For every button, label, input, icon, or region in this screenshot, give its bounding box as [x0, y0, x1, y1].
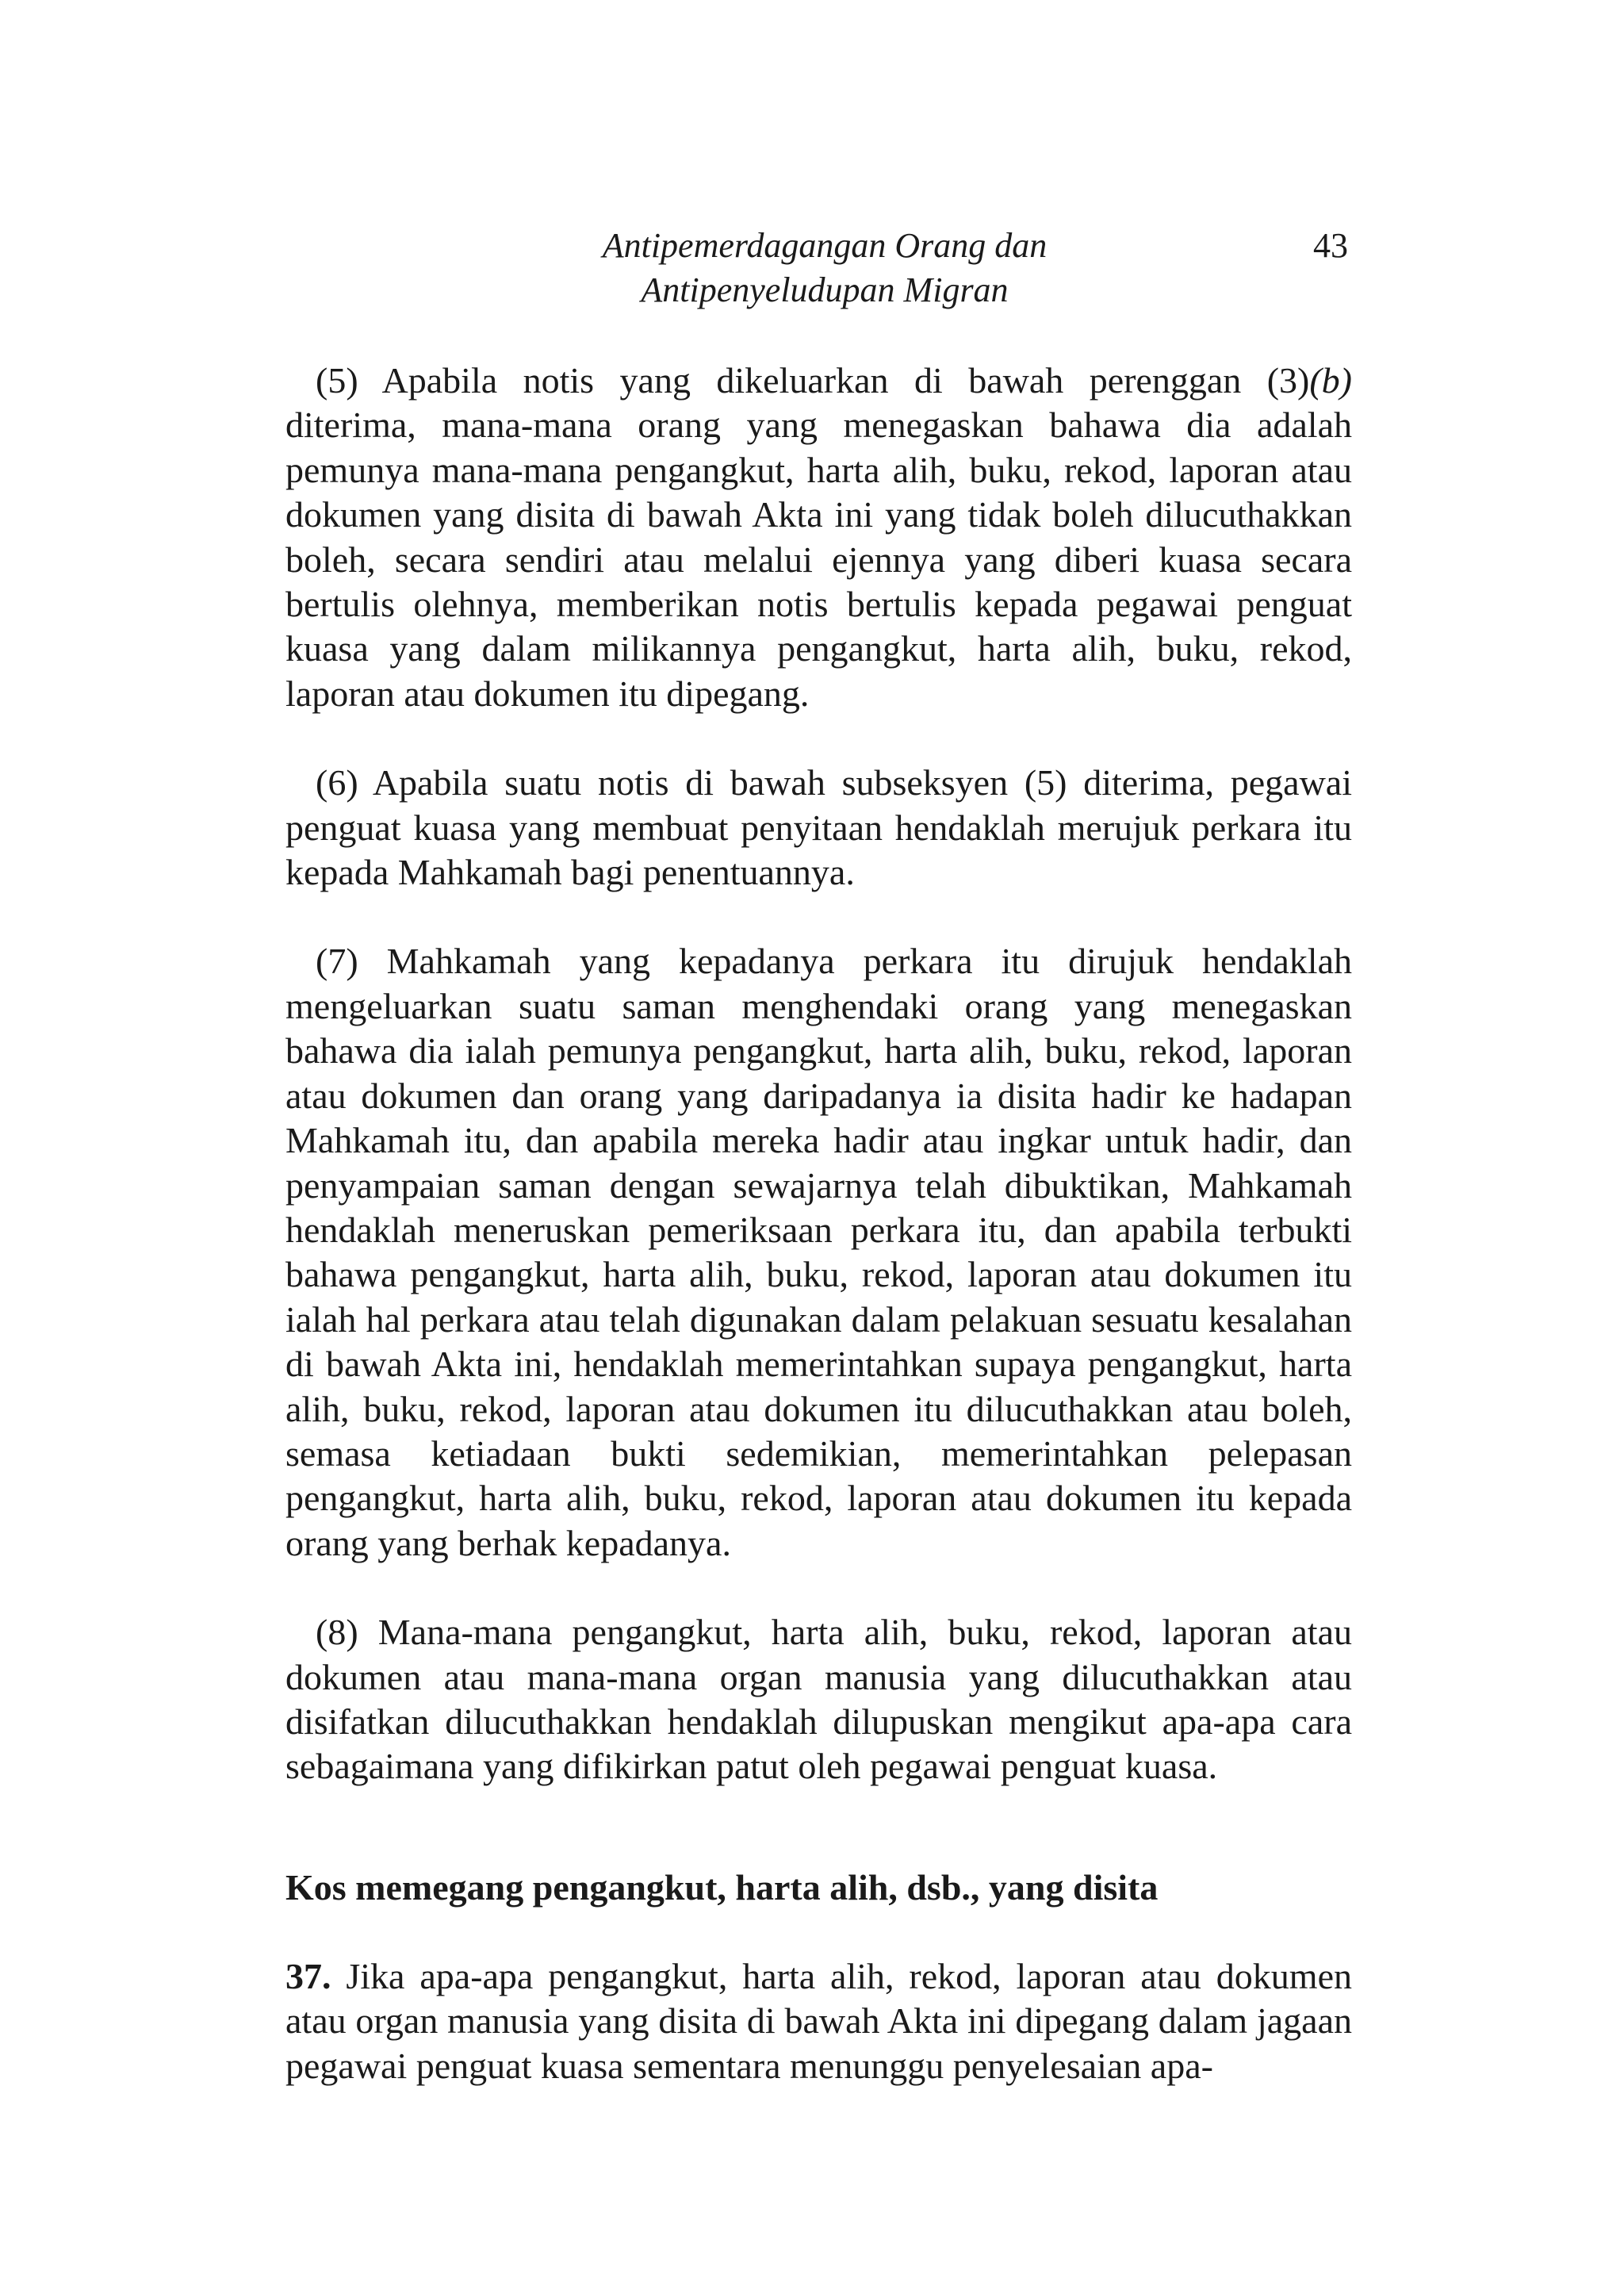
paragraph-subsection-5 [285, 359, 1352, 716]
paragraph-subsection-6: (6) Apabila suatu notis di bawah subseksyen (5) diterima, pegawai penguat kuasa yang membuat penyitaan hendaklah merujuk perkara itu kepada Mahkamah bagi penentuannya. [285, 762, 1352, 893]
paragraph-5-lead: (5) Apabila notis yang dikeluarkan di bawah perenggan (3) [316, 360, 1310, 401]
section-heading: Kos memegang pengangkut, harta alih, dsb., yang disita [285, 1866, 1159, 1908]
running-title-line-2: Antipenyeludupan Migran [641, 270, 1009, 309]
running-title-line-1: Antipemerdagangan Orang dan [602, 226, 1048, 265]
paragraph-subsection-7: (7) Mahkamah yang kepadanya perkara itu dirujuk hendaklah mengeluarkan suatu saman menghendaki orang yang menegaskan bahawa dia ialah pemunya pengangkut, harta alih, buku, rekod, laporan atau dokumen dan orang yang daripadanya ia disita hadir ke hadapan Mahkamah itu, dan apabila mereka hadir atau ingkar untuk hadir, dan penyampaian saman dengan sewajarnya telah dibuktikan, Mahkamah hendaklah meneruskan pemeriksaan perkara itu, dan apabila terbukti bahawa pengangkut, harta alih, buku, rekod, laporan atau dokumen itu ialah hal perkara atau telah digunakan dalam pelakuan sesuatu kesalahan di bawah Akta ini, hendaklah memerintahkan supaya pengangkut, harta alih, buku, rekod, laporan atau dokumen itu dilucuthakkan atau boleh, semasa ketiadaan bukti sedemikian, memerintahkan pelepasan pengangkut, harta alih, buku, rekod, laporan atau dokumen itu kepada orang yang berhak kepadanya. [285, 941, 1352, 1563]
paragraph-subsection-8: (8) Mana-mana pengangkut, harta alih, buku, rekod, laporan atau dokumen atau mana-mana organ manusia yang dilucuthakkan atau disifatkan dilucuthakkan hendaklah dilupuskan mengikut apa-apa cara sebagaimana yang difikirkan patut oleh pegawai penguat kuasa. [285, 1612, 1352, 1787]
section-number: 37. [285, 1955, 331, 1996]
section-37-text: Jika apa-apa pengangkut, harta alih, rekod, laporan atau dokumen atau organ manusia yang disita di bawah Akta ini dipegang dalam jagaan pegawai penguat kuasa sementara menunggu penyelesaian apa- [285, 1955, 1352, 2086]
body-text [285, 359, 1352, 2133]
paragraph-5-rest: diterima, mana-mana orang yang menegaskan bahawa dia adalah pemunya mana-mana pengangkut, harta alih, buku, rekod, laporan atau dokumen yang disita di bawah Akta ini yang tidak boleh dilucuthakkan boleh, secara sendiri atau melalui ejennya yang diberi kuasa secara bertulis olehnya, memberikan notis bertulis kepada pegawai penguat kuasa yang dalam milikannya pengangkut, harta alih, buku, rekod, laporan atau dokumen itu dipegang. [285, 405, 1352, 714]
section-37-paragraph [285, 1954, 1352, 2088]
page-number: 43 [1313, 226, 1348, 265]
paragraph-5-italic-ref: (b) [1309, 360, 1352, 401]
running-title [285, 224, 1364, 313]
running-header [285, 224, 1348, 327]
